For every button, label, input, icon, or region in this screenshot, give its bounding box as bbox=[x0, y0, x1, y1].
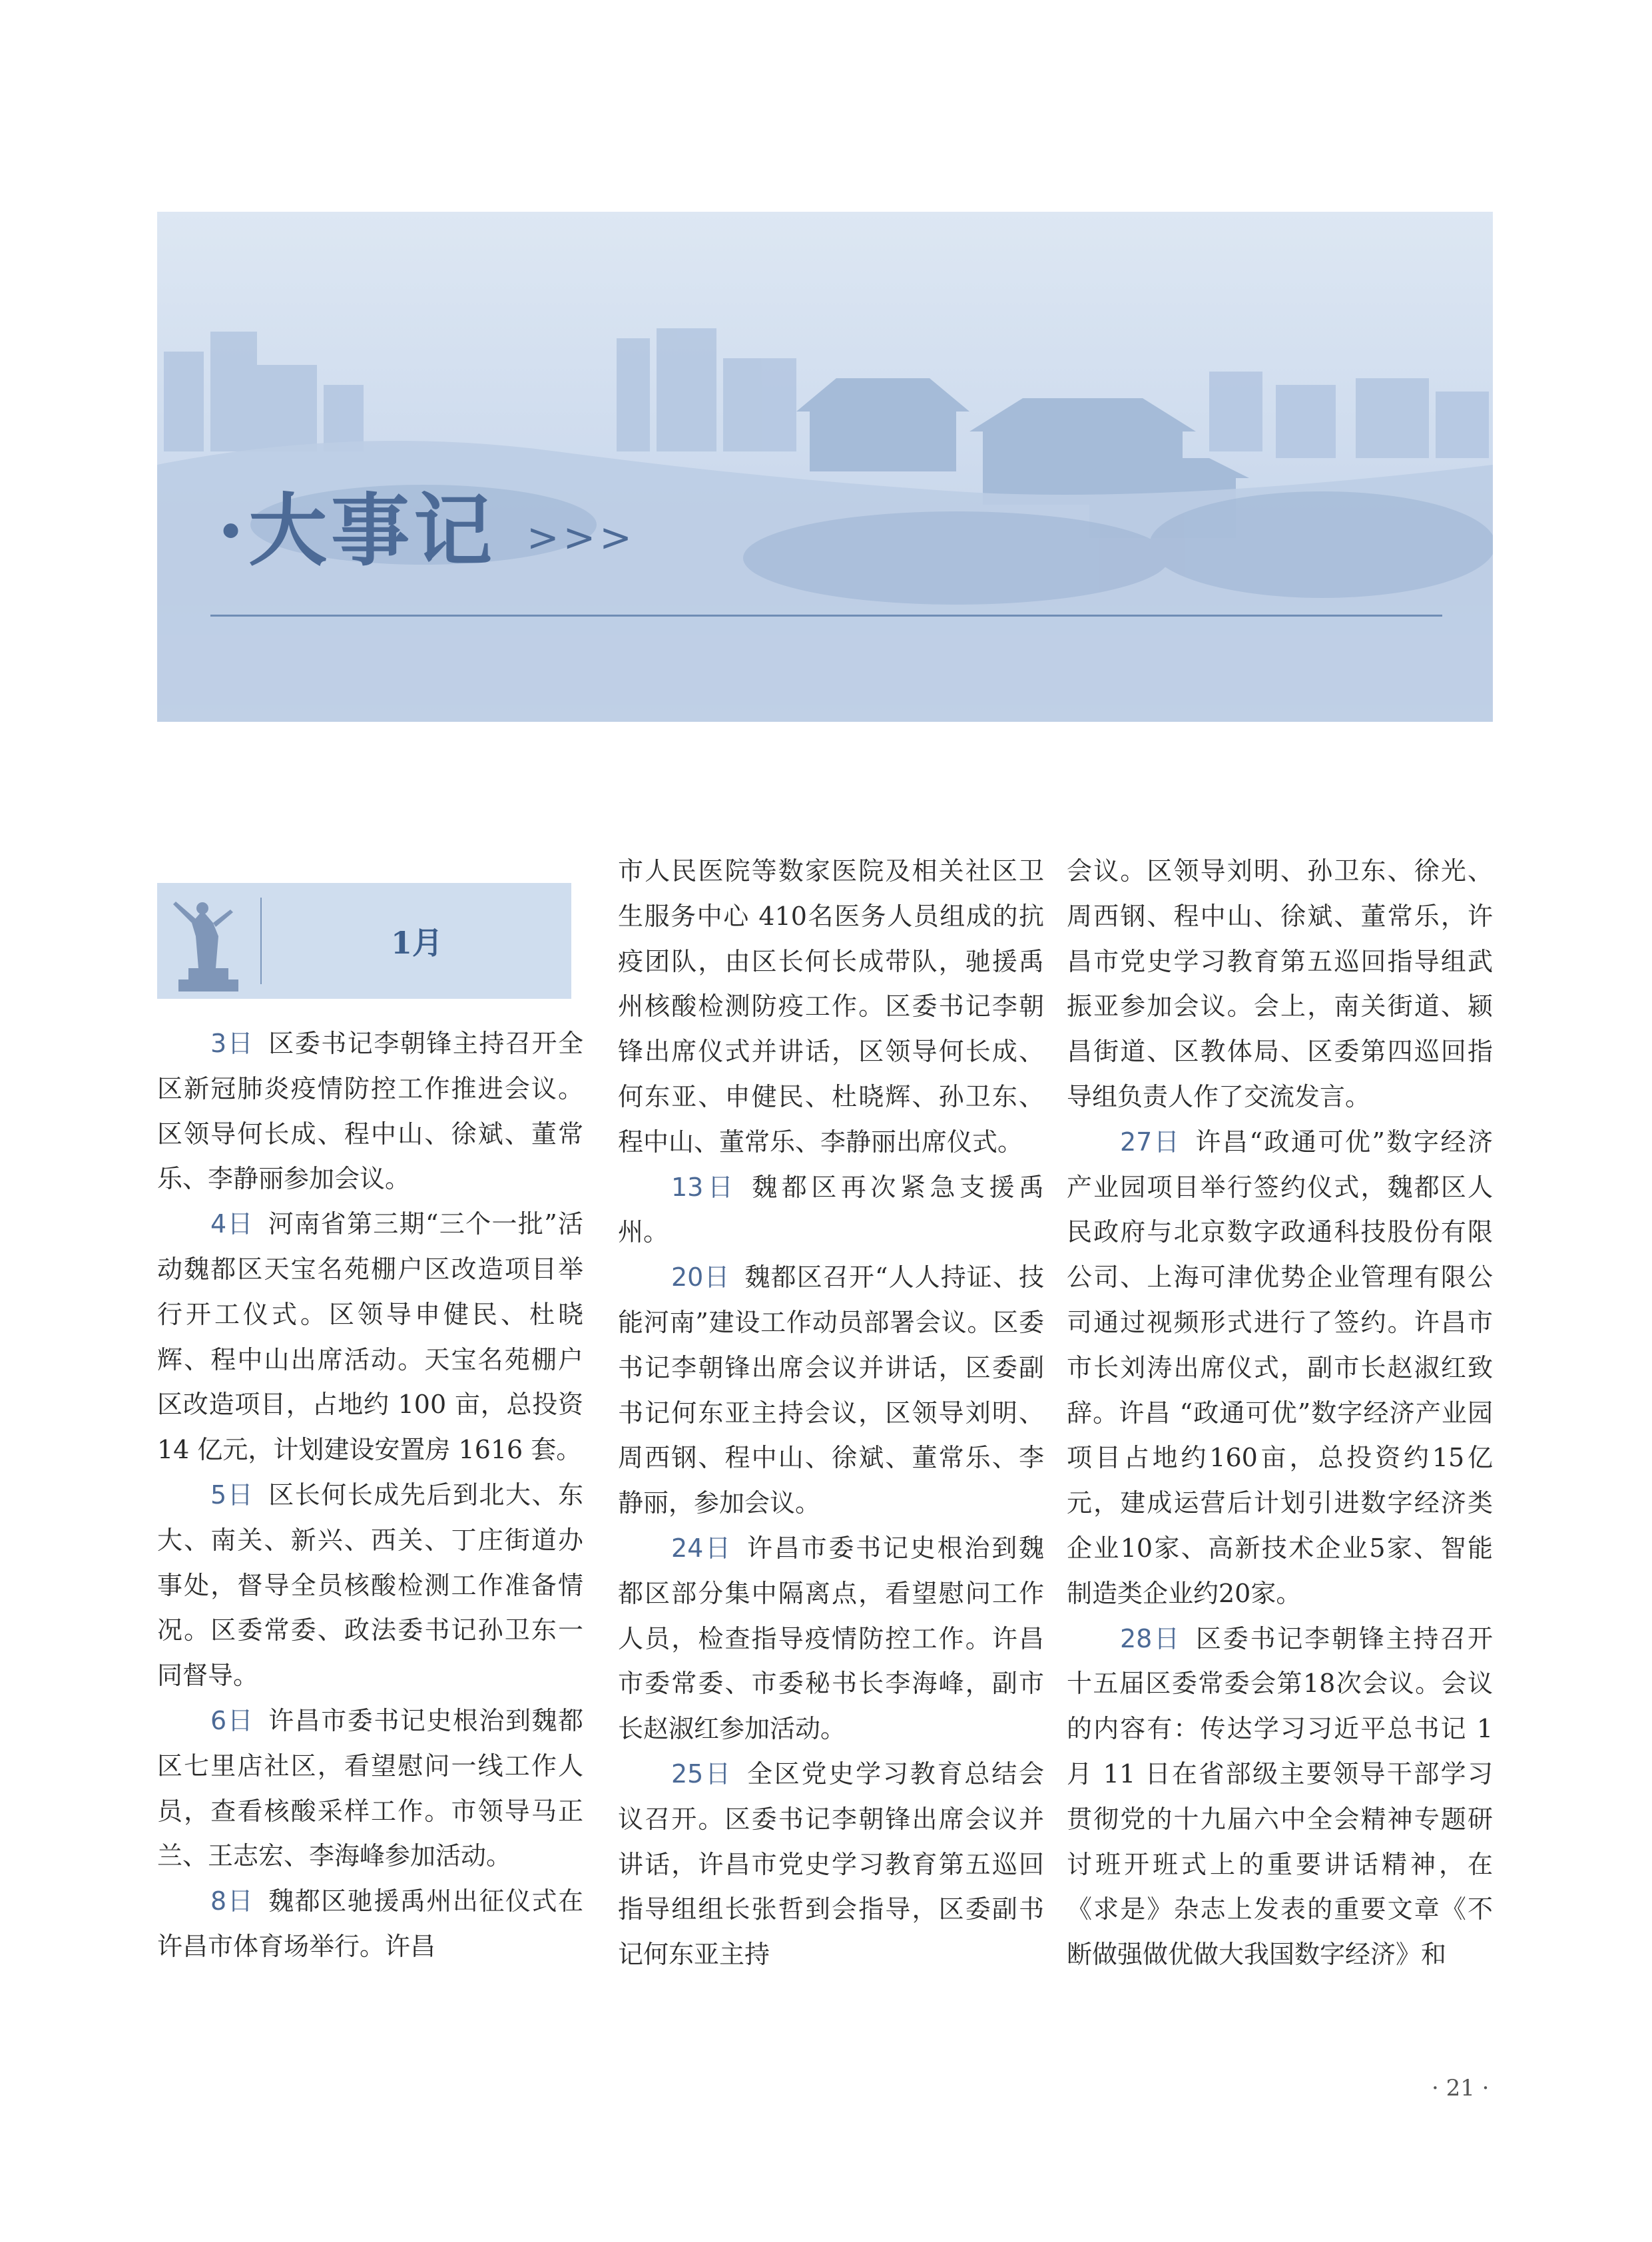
event-entry bbox=[157, 1699, 583, 1879]
event-text: 河南省第三期“三个一批”活动魏都区天宝名苑棚户区改造项目举行开工仪式。区领导申健民、杜晓辉、程中山出席活动。天宝名苑棚户区改造项目，占地约 100 亩，总投资 14 亿元，计划建设安置房 1616 套。 bbox=[157, 1209, 583, 1465]
event-day: 13日 bbox=[671, 1172, 738, 1202]
month-header bbox=[157, 883, 571, 999]
event-text: 魏都区召开“人人持证、技能河南”建设工作动员部署会议。区委书记李朝锋出席会议并讲话，区委副书记何东亚主持会议，区领导刘明、周西钢、程中山、徐斌、董常乐、李静丽，参加会议。 bbox=[618, 1262, 1044, 1518]
event-entry bbox=[157, 1879, 583, 1970]
month-divider bbox=[260, 898, 262, 984]
event-continuation: 会议。区领导刘明、孙卫东、徐光、周西钢、程中山、徐斌、董常乐，许昌市党史学习教育第五巡回指导组武振亚参加会议。会上，南关街道、颍昌街道、区教体局、区委第四巡回指导组负责人作了交流发言。 bbox=[1067, 856, 1493, 1111]
event-text: 许昌市委书记史根治到魏都区部分集中隔离点，看望慰问工作人员，检查指导疫情防控工作。许昌市委常委、市委秘书长李海峰，副市长赵淑红参加活动。 bbox=[618, 1533, 1044, 1744]
event-day: 8日 bbox=[210, 1886, 254, 1916]
event-entry bbox=[618, 1526, 1044, 1752]
event-text: 区委书记李朝锋主持召开十五届区委常委会第18次会议。会议的内容有：传达学习习近平总书记 1 月 11 日在省部级主要领导干部学习贯彻党的十九届六中全会精神专题研讨班开班式上的重要讲话精神，在《求是》杂志上发表的重要文章《不断做强做优做大我国数字经济》和 bbox=[1067, 1623, 1493, 1970]
text-column-2 bbox=[618, 849, 1044, 1978]
event-text: 魏都区驰援禹州出征仪式在许昌市体育场举行。许昌 bbox=[157, 1886, 583, 1961]
event-text: 许昌“政通可优”数字经济产业园项目举行签约仪式，魏都区人民政府与北京数字政通科技股份有限公司、上海可津优势企业管理有限公司通过视频形式进行了签约。许昌市市长刘涛出席仪式，副市长赵淑红致辞。许昌 “政通可优”数字经济产业园项目占地约160亩，总投资约15亿元，建成运营后计划引进数字经济类企业10家、高新技术企业5家、智能制造类企业约20家。 bbox=[1067, 1127, 1493, 1608]
event-entry bbox=[157, 1473, 583, 1699]
event-day: 6日 bbox=[210, 1705, 254, 1735]
event-day: 24日 bbox=[671, 1533, 732, 1563]
event-day: 3日 bbox=[210, 1029, 254, 1058]
event-entry bbox=[618, 1255, 1044, 1526]
event-text: 许昌市委书记史根治到魏都区七里店社区，看望慰问一线工作人员，查看核酸采样工作。市领导马正兰、王志宏、李海峰参加活动。 bbox=[157, 1705, 583, 1871]
event-entry bbox=[1067, 1120, 1493, 1617]
statue-icon bbox=[165, 890, 252, 993]
event-entry bbox=[157, 1202, 583, 1473]
event-day: 4日 bbox=[210, 1209, 254, 1239]
event-entry bbox=[618, 1752, 1044, 1978]
event-day: 20日 bbox=[671, 1262, 730, 1292]
event-day: 27日 bbox=[1120, 1127, 1181, 1157]
event-text: 全区党史学习教育总结会议召开。区委书记李朝锋出席会议并讲话，许昌市党史学习教育第五巡回指导组组长张哲到会指导，区委副书记何东亚主持 bbox=[618, 1759, 1044, 1970]
header-banner bbox=[157, 212, 1493, 722]
event-text: 区长何长成先后到北大、东大、南关、新兴、西关、丁庄街道办事处，督导全员核酸检测工作准备情况。区委常委、政法委书记孙卫东一同督导。 bbox=[157, 1480, 583, 1691]
chevron-right-icon: >>> bbox=[527, 515, 636, 560]
event-entry bbox=[1067, 1617, 1493, 1978]
text-column-3 bbox=[1067, 849, 1493, 1978]
page-number: · 21 · bbox=[1432, 2075, 1490, 2102]
section-title: ·大事记 bbox=[217, 484, 497, 577]
event-text: 区委书记李朝锋主持召开全区新冠肺炎疫情防控工作推进会议。区领导何长成、程中山、徐斌、董常乐、李静丽参加会议。 bbox=[157, 1029, 583, 1194]
event-entry bbox=[157, 1021, 583, 1202]
text-column-1 bbox=[157, 1021, 583, 1970]
event-text: 魏都区再次紧急支援禹州。 bbox=[618, 1172, 1044, 1247]
event-day: 5日 bbox=[210, 1480, 254, 1510]
event-entry bbox=[618, 1165, 1044, 1256]
city-skyline-illustration bbox=[157, 212, 1493, 722]
event-day: 25日 bbox=[671, 1759, 732, 1789]
title-underline bbox=[210, 615, 1442, 617]
event-day: 28日 bbox=[1120, 1623, 1181, 1653]
event-continuation: 市人民医院等数家医院及相关社区卫生服务中心 410名医务人员组成的抗疫团队，由区长何长成带队，驰援禹州核酸检测防疫工作。区委书记李朝锋出席仪式并讲话，区领导何长成、何东亚、申健民、杜晓辉、孙卫东、程中山、董常乐、李静丽出席仪式。 bbox=[618, 856, 1044, 1157]
month-label: 1月 bbox=[390, 925, 443, 961]
